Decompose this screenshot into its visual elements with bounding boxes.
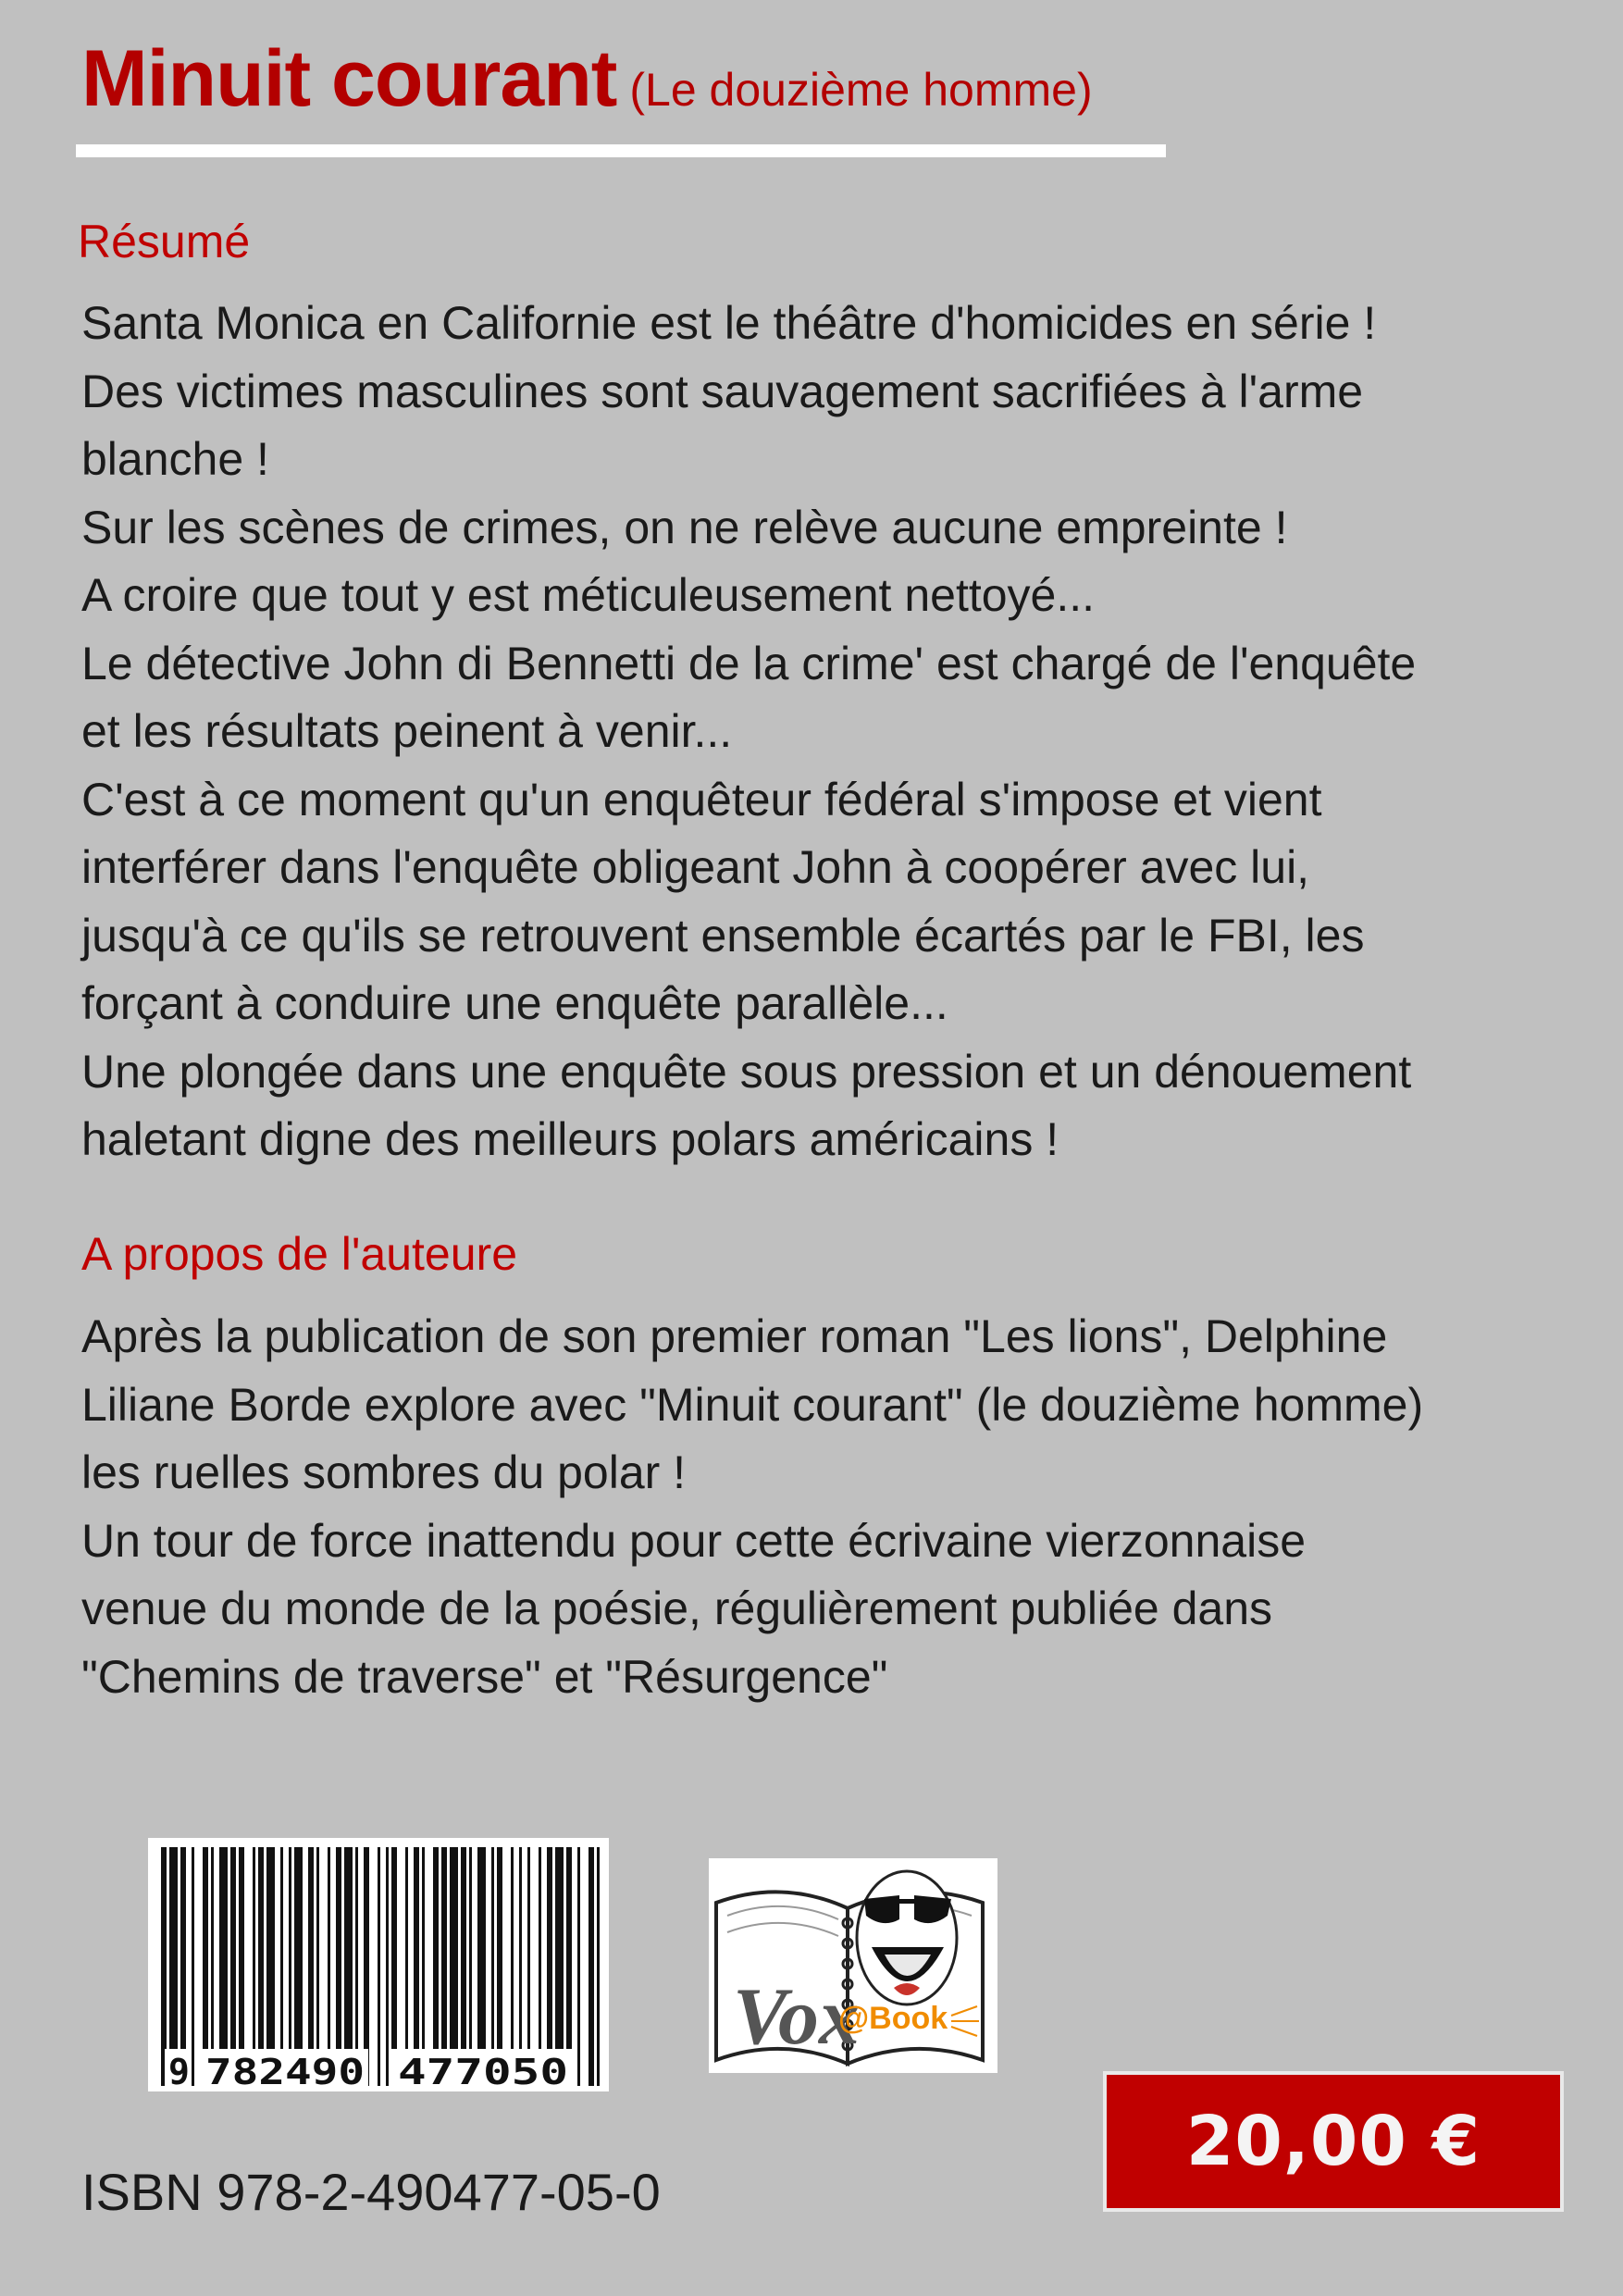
- summary-line: Santa Monica en Californie est le théâtre d'homicides en série !: [81, 297, 1377, 349]
- author-line: Après la publication de son premier roman "Les lions", Delphine: [81, 1310, 1388, 1362]
- barcode-bar: [597, 1847, 600, 2086]
- author-line: les ruelles sombres du polar !: [81, 1446, 687, 1498]
- title-block: [81, 34, 1166, 123]
- vox-ebook-logo: [709, 1858, 997, 2073]
- price-badge: [1107, 2075, 1560, 2208]
- summary-line: haletant digne des meilleurs polars américains !: [81, 1113, 1059, 1165]
- price-text: 20,00 €: [1185, 2102, 1481, 2181]
- barcode: [148, 1838, 609, 2091]
- summary-heading: Résumé: [78, 216, 251, 267]
- summary-line: Une plongée dans une enquête sous pression et un dénouement: [81, 1045, 1412, 1098]
- barcode-bar: [588, 1847, 594, 2086]
- publisher-logo: [709, 1858, 997, 2073]
- summary-line: jusqu'à ce qu'ils se retrouvent ensemble écartés par le FBI, les: [81, 909, 1365, 962]
- summary-line: interférer dans l'enquête obligeant John à coopérer avec lui,: [81, 841, 1310, 893]
- author-line: venue du monde de la poésie, régulièrement publiée dans: [81, 1582, 1273, 1634]
- logo-ebook-text: @Book: [838, 2001, 948, 2036]
- summary-line: forçant à conduire une enquête parallèle...: [81, 977, 948, 1029]
- author-line: "Chemins de traverse" et "Résurgence": [81, 1650, 888, 1703]
- book-title: Minuit courant: [81, 34, 617, 123]
- title-line: [81, 34, 1166, 123]
- summary-text: [81, 290, 1416, 1174]
- logo-vox-text: Vox: [733, 1972, 860, 2062]
- summary-line: C'est à ce moment qu'un enquêteur fédéral s'impose et vient: [81, 773, 1322, 825]
- summary-line: Des victimes masculines sont sauvagement sacrifiées à l'arme: [81, 365, 1364, 417]
- barcode-right-digits: 477050: [398, 2052, 568, 2091]
- barcode-bar: [192, 1847, 194, 2086]
- title-underline: [76, 144, 1166, 157]
- summary-line: et les résultats peinent à venir...: [81, 705, 733, 757]
- barcode-left-digits: 782490: [205, 2052, 365, 2091]
- barcode-bar: [378, 1847, 380, 2086]
- summary-line: A croire que tout y est méticuleusement nettoyé...: [81, 569, 1096, 621]
- barcode-graphic: [148, 1838, 609, 2091]
- author-line: Liliane Borde explore avec "Minuit courant" (le douzième homme): [81, 1378, 1424, 1431]
- summary-line: Le détective John di Bennetti de la crime' est chargé de l'enquête: [81, 637, 1417, 689]
- book-subtitle: (Le douzième homme): [629, 64, 1093, 116]
- barcode-first-digit: 9: [168, 2052, 190, 2091]
- summary-line: Sur les scènes de crimes, on ne relève aucune empreinte !: [81, 501, 1288, 553]
- isbn-text: ISBN 978-2-490477-05-0: [81, 2163, 661, 2221]
- barcode-bar: [386, 1847, 389, 2086]
- author-text: [81, 1303, 1423, 1711]
- barcode-bar: [577, 1847, 580, 2086]
- summary-line: blanche !: [81, 433, 269, 485]
- author-heading: A propos de l'auteure: [81, 1228, 517, 1280]
- author-line: Un tour de force inattendu pour cette écrivaine vierzonnaise: [81, 1514, 1306, 1567]
